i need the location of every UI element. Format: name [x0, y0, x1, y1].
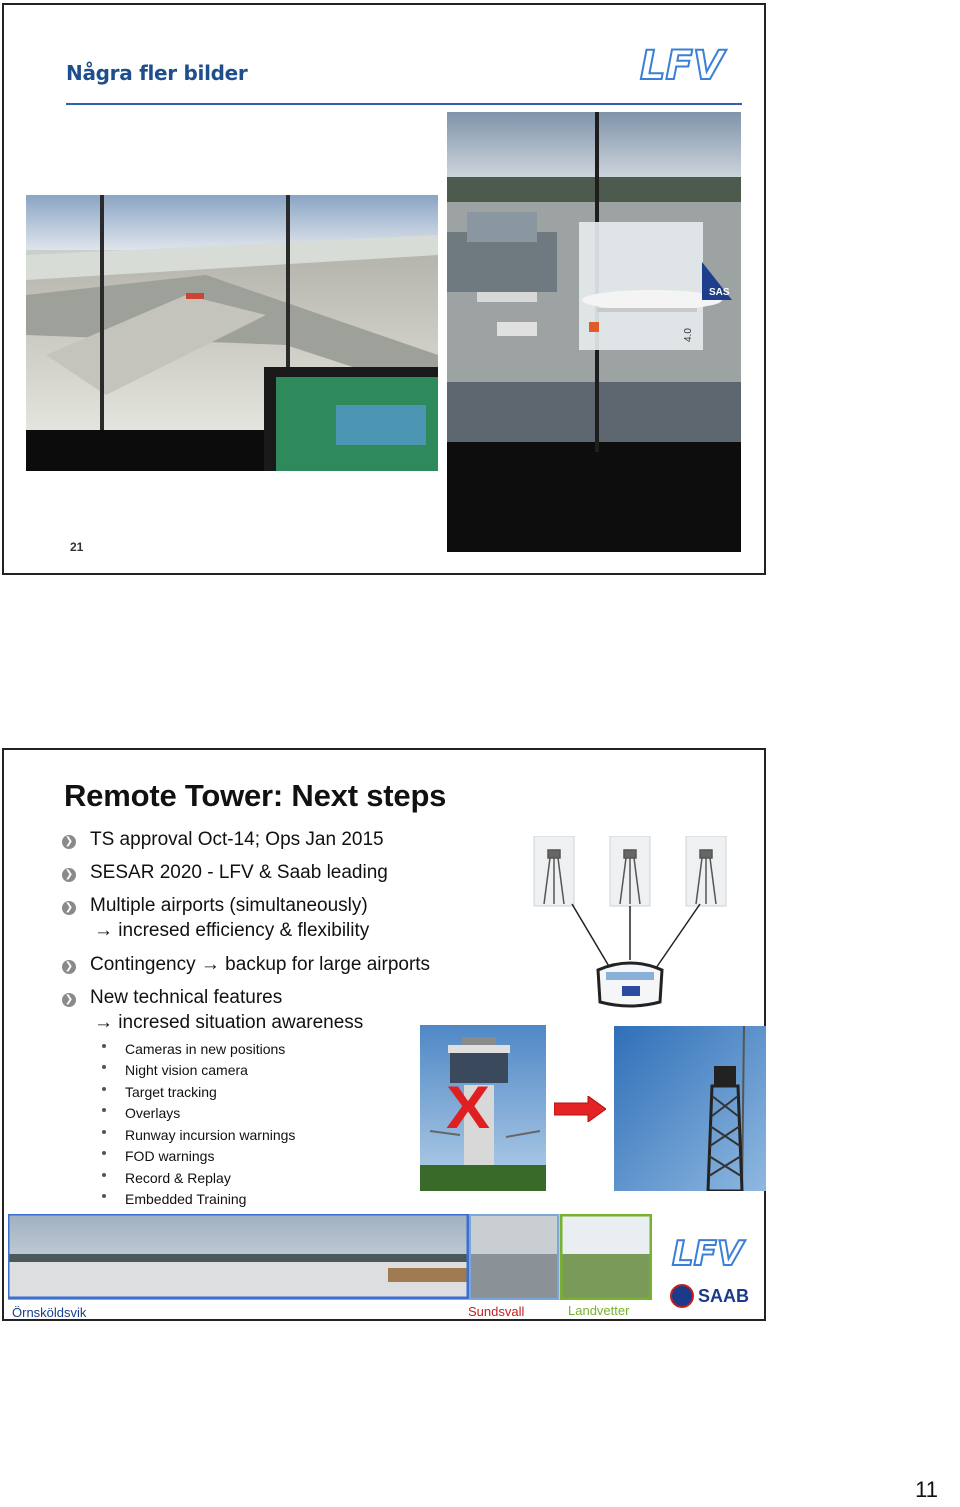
chevron-right-icon: ❯ — [62, 868, 76, 882]
bullet-continuation: → incresed situation awareness — [94, 1012, 364, 1033]
sub-bullet: FOD warnings — [102, 1148, 214, 1164]
bullet-item: ❯ Contingency → backup for large airports — [62, 954, 430, 976]
saab-griffin-icon — [670, 1284, 694, 1308]
sas-tail-text: SAS — [709, 287, 730, 298]
sub-bullet: Runway incursion warnings — [102, 1127, 295, 1143]
rejected-x-mark: X — [445, 1074, 491, 1141]
bullet-continuation: → incresed efficiency & flexibility — [94, 920, 370, 941]
sub-bullet: Embedded Training — [102, 1191, 246, 1207]
bullet-item: ❯ Multiple airports (simultaneously) — [62, 895, 368, 917]
page-footer-number: 11 — [915, 1477, 938, 1502]
chevron-right-icon: ❯ — [62, 901, 76, 915]
chevron-right-icon: ❯ — [62, 960, 76, 974]
remote-tower-screens-photo — [26, 195, 438, 471]
slide-remote-tower — [2, 748, 766, 1321]
sub-bullet: Target tracking — [102, 1084, 217, 1100]
arrow-right-icon — [554, 1096, 606, 1127]
lfv-logo: LFV — [672, 1234, 744, 1274]
slide-21 — [2, 3, 766, 575]
sub-bullet: Overlays — [102, 1105, 180, 1121]
lfv-logo: LFV — [640, 43, 724, 89]
sub-bullet: Record & Replay — [102, 1170, 231, 1186]
sub-bullet: Night vision camera — [102, 1062, 248, 1078]
chevron-right-icon: ❯ — [62, 835, 76, 849]
saab-logo: SAAB — [670, 1284, 749, 1308]
remote-tower-network-diagram — [532, 836, 732, 1012]
bullet-item: ❯ TS approval Oct-14; Ops Jan 2015 — [62, 829, 384, 851]
bullet-item: ❯ New technical features — [62, 987, 282, 1009]
camera-mast-photo — [614, 1026, 766, 1191]
bullet-item: ❯ SESAR 2020 - LFV & Saab leading — [62, 862, 388, 884]
location-label-landvetter: Landvetter — [568, 1303, 630, 1318]
location-label-ornskoldsvik: Örnsköldsvik — [12, 1305, 87, 1320]
page-number: 21 — [70, 540, 84, 554]
title-divider — [66, 103, 742, 105]
slide-title: Några fler bilder — [66, 61, 248, 85]
control-tower-photo — [420, 1025, 546, 1191]
apron-camera-view-photo — [447, 112, 741, 552]
slide-title: Remote Tower: Next steps — [64, 778, 447, 813]
marker-label: 4.0 — [683, 328, 694, 342]
panorama-strip — [8, 1214, 652, 1300]
chevron-right-icon: ❯ — [62, 993, 76, 1007]
sub-bullet: Cameras in new positions — [102, 1041, 285, 1057]
location-label-sundsvall: Sundsvall — [468, 1304, 525, 1319]
